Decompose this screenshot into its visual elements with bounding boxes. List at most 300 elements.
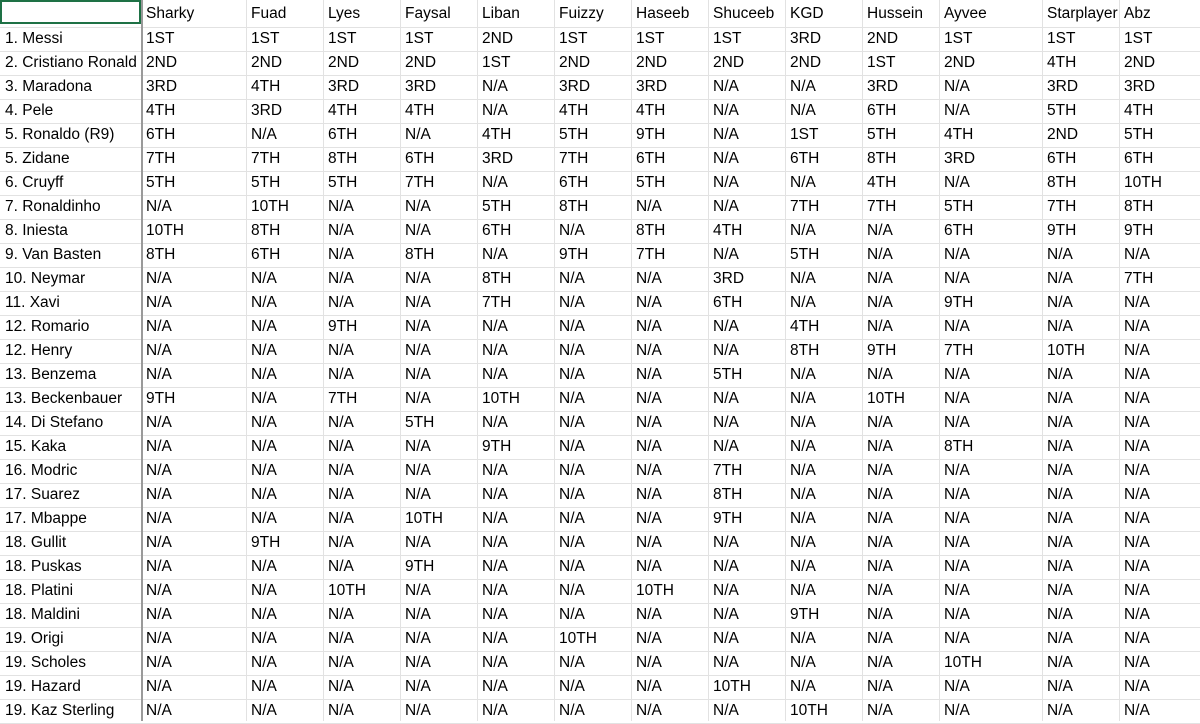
rank-cell[interactable]: 1ST: [559, 30, 588, 47]
rank-cell[interactable]: N/A: [867, 222, 893, 239]
rank-cell[interactable]: N/A: [790, 102, 816, 119]
rank-cell[interactable]: N/A: [251, 702, 277, 719]
rank-cell[interactable]: N/A: [405, 294, 431, 311]
rank-cell[interactable]: N/A: [251, 294, 277, 311]
player-name-cell[interactable]: 13. Beckenbauer: [5, 390, 123, 407]
rank-cell[interactable]: 7TH: [328, 390, 358, 407]
rank-cell[interactable]: N/A: [636, 654, 662, 671]
rank-cell[interactable]: N/A: [636, 414, 662, 431]
rank-cell[interactable]: 9TH: [328, 318, 358, 335]
rank-cell[interactable]: N/A: [944, 534, 970, 551]
rank-cell[interactable]: N/A: [790, 654, 816, 671]
rank-cell[interactable]: 8TH: [559, 198, 589, 215]
rank-cell[interactable]: N/A: [405, 606, 431, 623]
rank-cell[interactable]: N/A: [944, 366, 970, 383]
player-name-cell[interactable]: 16. Modric: [5, 462, 78, 479]
rank-cell[interactable]: N/A: [146, 606, 172, 623]
rank-cell[interactable]: 3RD: [790, 30, 822, 47]
column-header-cell[interactable]: Haseeb: [636, 5, 690, 22]
rank-cell[interactable]: 4TH: [559, 102, 589, 119]
rank-cell[interactable]: N/A: [146, 270, 172, 287]
rank-cell[interactable]: N/A: [405, 390, 431, 407]
rank-cell[interactable]: N/A: [328, 534, 354, 551]
rank-cell[interactable]: 8TH: [867, 150, 897, 167]
rank-cell[interactable]: N/A: [944, 246, 970, 263]
player-name-cell[interactable]: 17. Mbappe: [5, 510, 87, 527]
rank-cell[interactable]: 9TH: [482, 438, 512, 455]
rank-cell[interactable]: N/A: [1047, 246, 1073, 263]
rank-cell[interactable]: N/A: [713, 582, 739, 599]
rank-cell[interactable]: 3RD: [944, 150, 976, 167]
player-name-cell[interactable]: 18. Platini: [5, 582, 74, 599]
rank-cell[interactable]: N/A: [405, 222, 431, 239]
rank-cell[interactable]: N/A: [146, 534, 172, 551]
rank-cell[interactable]: N/A: [328, 198, 354, 215]
rank-cell[interactable]: 5TH: [1047, 102, 1077, 119]
player-name-cell[interactable]: 3. Maradona: [5, 78, 93, 95]
rank-cell[interactable]: 1ST: [1124, 30, 1153, 47]
rank-cell[interactable]: N/A: [559, 270, 585, 287]
rank-cell[interactable]: 4TH: [636, 102, 666, 119]
rank-cell[interactable]: N/A: [559, 318, 585, 335]
rank-cell[interactable]: N/A: [405, 342, 431, 359]
rank-cell[interactable]: 2ND: [482, 30, 514, 47]
column-header-cell[interactable]: Faysal: [405, 5, 451, 22]
rank-cell[interactable]: N/A: [713, 78, 739, 95]
player-name-cell[interactable]: 12. Henry: [5, 342, 73, 359]
rank-cell[interactable]: 10TH: [636, 582, 674, 599]
rank-cell[interactable]: 10TH: [251, 198, 289, 215]
rank-cell[interactable]: N/A: [944, 78, 970, 95]
rank-cell[interactable]: N/A: [251, 606, 277, 623]
rank-cell[interactable]: N/A: [482, 414, 508, 431]
rank-cell[interactable]: 4TH: [867, 174, 897, 191]
rank-cell[interactable]: N/A: [1047, 390, 1073, 407]
rank-cell[interactable]: N/A: [405, 462, 431, 479]
rank-cell[interactable]: N/A: [328, 246, 354, 263]
rank-cell[interactable]: N/A: [146, 582, 172, 599]
rank-cell[interactable]: N/A: [944, 558, 970, 575]
rank-cell[interactable]: 7TH: [790, 198, 820, 215]
rank-cell[interactable]: N/A: [944, 510, 970, 527]
rank-cell[interactable]: 7TH: [944, 342, 974, 359]
rank-cell[interactable]: 9TH: [146, 390, 176, 407]
rank-cell[interactable]: N/A: [790, 582, 816, 599]
rank-cell[interactable]: 6TH: [713, 294, 743, 311]
rank-cell[interactable]: N/A: [790, 414, 816, 431]
rank-cell[interactable]: N/A: [636, 678, 662, 695]
rank-cell[interactable]: N/A: [1047, 318, 1073, 335]
rank-cell[interactable]: N/A: [944, 486, 970, 503]
rank-cell[interactable]: N/A: [251, 390, 277, 407]
rank-cell[interactable]: N/A: [944, 174, 970, 191]
rank-cell[interactable]: N/A: [790, 678, 816, 695]
rank-cell[interactable]: N/A: [251, 318, 277, 335]
rank-cell[interactable]: N/A: [1047, 702, 1073, 719]
rank-cell[interactable]: 2ND: [405, 54, 437, 71]
rank-cell[interactable]: 6TH: [1124, 150, 1154, 167]
rank-cell[interactable]: N/A: [867, 582, 893, 599]
rank-cell[interactable]: N/A: [328, 606, 354, 623]
rank-cell[interactable]: N/A: [146, 486, 172, 503]
rank-cell[interactable]: N/A: [482, 174, 508, 191]
column-header-cell[interactable]: Fuad: [251, 5, 287, 22]
rank-cell[interactable]: 5TH: [944, 198, 974, 215]
rank-cell[interactable]: 3RD: [405, 78, 437, 95]
rank-cell[interactable]: N/A: [713, 198, 739, 215]
rank-cell[interactable]: N/A: [146, 414, 172, 431]
rank-cell[interactable]: N/A: [482, 654, 508, 671]
rank-cell[interactable]: N/A: [713, 246, 739, 263]
rank-cell[interactable]: 3RD: [251, 102, 283, 119]
rank-cell[interactable]: N/A: [790, 534, 816, 551]
rank-cell[interactable]: 10TH: [1124, 174, 1162, 191]
rank-cell[interactable]: N/A: [790, 558, 816, 575]
rank-cell[interactable]: 8TH: [482, 270, 512, 287]
rank-cell[interactable]: 1ST: [790, 126, 819, 143]
rank-cell[interactable]: N/A: [1047, 270, 1073, 287]
rank-cell[interactable]: N/A: [636, 606, 662, 623]
rank-cell[interactable]: N/A: [867, 486, 893, 503]
rank-cell[interactable]: N/A: [1124, 342, 1150, 359]
rank-cell[interactable]: 4TH: [713, 222, 743, 239]
rank-cell[interactable]: 1ST: [1047, 30, 1076, 47]
rank-cell[interactable]: 2ND: [1047, 126, 1079, 143]
rank-cell[interactable]: N/A: [1047, 438, 1073, 455]
rank-cell[interactable]: N/A: [146, 366, 172, 383]
rank-cell[interactable]: N/A: [867, 702, 893, 719]
rank-cell[interactable]: N/A: [1124, 414, 1150, 431]
rank-cell[interactable]: N/A: [146, 438, 172, 455]
rank-cell[interactable]: 6TH: [867, 102, 897, 119]
player-name-cell[interactable]: 5. Zidane: [5, 150, 70, 167]
rank-cell[interactable]: 8TH: [1047, 174, 1077, 191]
rank-cell[interactable]: 4TH: [146, 102, 176, 119]
rank-cell[interactable]: N/A: [328, 678, 354, 695]
rank-cell[interactable]: N/A: [251, 678, 277, 695]
column-header-cell[interactable]: Fuizzy: [559, 5, 604, 22]
player-name-cell[interactable]: 18. Puskas: [5, 558, 82, 575]
rank-cell[interactable]: N/A: [1124, 438, 1150, 455]
rank-cell[interactable]: N/A: [559, 654, 585, 671]
rank-cell[interactable]: N/A: [1124, 702, 1150, 719]
rank-cell[interactable]: N/A: [328, 342, 354, 359]
rank-cell[interactable]: N/A: [944, 702, 970, 719]
rank-cell[interactable]: N/A: [328, 294, 354, 311]
rank-cell[interactable]: 4TH: [1124, 102, 1154, 119]
column-header-cell[interactable]: Ayvee: [944, 5, 987, 22]
rank-cell[interactable]: N/A: [251, 414, 277, 431]
rank-cell[interactable]: N/A: [482, 582, 508, 599]
rank-cell[interactable]: N/A: [713, 414, 739, 431]
rank-cell[interactable]: N/A: [636, 510, 662, 527]
rank-cell[interactable]: N/A: [944, 462, 970, 479]
rank-cell[interactable]: N/A: [482, 558, 508, 575]
rank-cell[interactable]: N/A: [251, 582, 277, 599]
rank-cell[interactable]: N/A: [790, 174, 816, 191]
rank-cell[interactable]: N/A: [713, 630, 739, 647]
column-header-cell[interactable]: Shuceeb: [713, 5, 775, 22]
rank-cell[interactable]: N/A: [328, 702, 354, 719]
rank-cell[interactable]: N/A: [405, 486, 431, 503]
rank-cell[interactable]: N/A: [1124, 654, 1150, 671]
rank-cell[interactable]: N/A: [559, 582, 585, 599]
rank-cell[interactable]: N/A: [713, 438, 739, 455]
rank-cell[interactable]: N/A: [328, 414, 354, 431]
player-name-cell[interactable]: 4. Pele: [5, 102, 54, 119]
rank-cell[interactable]: N/A: [146, 678, 172, 695]
rank-cell[interactable]: 4TH: [944, 126, 974, 143]
rank-cell[interactable]: N/A: [1124, 462, 1150, 479]
rank-cell[interactable]: 7TH: [713, 462, 743, 479]
rank-cell[interactable]: N/A: [1047, 678, 1073, 695]
rank-cell[interactable]: N/A: [405, 678, 431, 695]
rank-cell[interactable]: 1ST: [636, 30, 665, 47]
player-name-cell[interactable]: 10. Neymar: [5, 270, 86, 287]
column-header-cell[interactable]: Liban: [482, 5, 520, 22]
player-name-cell[interactable]: 2. Cristiano Ronald: [5, 54, 137, 71]
rank-cell[interactable]: N/A: [328, 654, 354, 671]
rank-cell[interactable]: N/A: [790, 438, 816, 455]
rank-cell[interactable]: N/A: [559, 558, 585, 575]
rank-cell[interactable]: 3RD: [867, 78, 899, 95]
rank-cell[interactable]: N/A: [559, 678, 585, 695]
rank-cell[interactable]: N/A: [1047, 606, 1073, 623]
rank-cell[interactable]: 9TH: [405, 558, 435, 575]
rank-cell[interactable]: N/A: [790, 222, 816, 239]
rank-cell[interactable]: 5TH: [790, 246, 820, 263]
rank-cell[interactable]: 7TH: [405, 174, 435, 191]
rank-cell[interactable]: N/A: [1124, 366, 1150, 383]
rank-cell[interactable]: N/A: [636, 318, 662, 335]
rank-cell[interactable]: N/A: [713, 102, 739, 119]
rank-cell[interactable]: N/A: [867, 606, 893, 623]
rank-cell[interactable]: 2ND: [559, 54, 591, 71]
rank-cell[interactable]: 6TH: [328, 126, 358, 143]
rank-cell[interactable]: 10TH: [405, 510, 443, 527]
rank-cell[interactable]: 8TH: [713, 486, 743, 503]
rank-cell[interactable]: 8TH: [1124, 198, 1154, 215]
player-name-cell[interactable]: 19. Hazard: [5, 678, 81, 695]
rank-cell[interactable]: N/A: [482, 534, 508, 551]
rank-cell[interactable]: 5TH: [482, 198, 512, 215]
rank-cell[interactable]: N/A: [1124, 630, 1150, 647]
rank-cell[interactable]: N/A: [482, 606, 508, 623]
rank-cell[interactable]: N/A: [482, 630, 508, 647]
rank-cell[interactable]: N/A: [867, 414, 893, 431]
rank-cell[interactable]: N/A: [1047, 462, 1073, 479]
player-name-cell[interactable]: 19. Scholes: [5, 654, 86, 671]
player-name-cell[interactable]: 19. Kaz Sterling: [5, 702, 115, 719]
rank-cell[interactable]: 2ND: [251, 54, 283, 71]
rank-cell[interactable]: 3RD: [1047, 78, 1079, 95]
rank-cell[interactable]: N/A: [790, 630, 816, 647]
rank-cell[interactable]: N/A: [790, 270, 816, 287]
rank-cell[interactable]: 5TH: [146, 174, 176, 191]
rank-cell[interactable]: 4TH: [405, 102, 435, 119]
rank-cell[interactable]: N/A: [328, 438, 354, 455]
rank-cell[interactable]: N/A: [1124, 582, 1150, 599]
rank-cell[interactable]: N/A: [713, 390, 739, 407]
rank-cell[interactable]: 8TH: [146, 246, 176, 263]
rank-cell[interactable]: N/A: [482, 486, 508, 503]
rank-cell[interactable]: N/A: [790, 78, 816, 95]
rank-cell[interactable]: N/A: [559, 462, 585, 479]
player-name-cell[interactable]: 7. Ronaldinho: [5, 198, 101, 215]
rank-cell[interactable]: N/A: [405, 654, 431, 671]
rank-cell[interactable]: N/A: [146, 294, 172, 311]
rank-cell[interactable]: N/A: [405, 126, 431, 143]
rank-cell[interactable]: 6TH: [251, 246, 281, 263]
rank-cell[interactable]: N/A: [636, 366, 662, 383]
rank-cell[interactable]: N/A: [482, 246, 508, 263]
rank-cell[interactable]: N/A: [636, 630, 662, 647]
rank-cell[interactable]: 9TH: [559, 246, 589, 263]
rank-cell[interactable]: 7TH: [251, 150, 281, 167]
rank-cell[interactable]: 8TH: [328, 150, 358, 167]
rank-cell[interactable]: 10TH: [482, 390, 520, 407]
rank-cell[interactable]: N/A: [1047, 486, 1073, 503]
rank-cell[interactable]: N/A: [1047, 582, 1073, 599]
player-name-cell[interactable]: 18. Maldini: [5, 606, 80, 623]
rank-cell[interactable]: N/A: [405, 318, 431, 335]
rank-cell[interactable]: 10TH: [559, 630, 597, 647]
rank-cell[interactable]: N/A: [559, 486, 585, 503]
rank-cell[interactable]: N/A: [559, 606, 585, 623]
rank-cell[interactable]: N/A: [405, 270, 431, 287]
player-name-cell[interactable]: 9. Van Basten: [5, 246, 102, 263]
rank-cell[interactable]: N/A: [867, 438, 893, 455]
rank-cell[interactable]: 1ST: [713, 30, 742, 47]
rank-cell[interactable]: N/A: [559, 702, 585, 719]
player-name-cell[interactable]: 8. Iniesta: [5, 222, 68, 239]
rank-cell[interactable]: N/A: [867, 678, 893, 695]
rank-cell[interactable]: N/A: [1047, 654, 1073, 671]
selected-cell[interactable]: [0, 0, 141, 24]
rank-cell[interactable]: N/A: [867, 366, 893, 383]
rank-cell[interactable]: N/A: [867, 246, 893, 263]
rank-cell[interactable]: 2ND: [867, 30, 899, 47]
rank-cell[interactable]: N/A: [713, 702, 739, 719]
rank-cell[interactable]: N/A: [482, 366, 508, 383]
rank-cell[interactable]: N/A: [251, 462, 277, 479]
rank-cell[interactable]: N/A: [482, 102, 508, 119]
rank-cell[interactable]: N/A: [944, 606, 970, 623]
player-name-cell[interactable]: 1. Messi: [5, 30, 63, 47]
rank-cell[interactable]: 8TH: [636, 222, 666, 239]
rank-cell[interactable]: 9TH: [790, 606, 820, 623]
rank-cell[interactable]: 9TH: [713, 510, 743, 527]
rank-cell[interactable]: N/A: [146, 342, 172, 359]
rank-cell[interactable]: N/A: [867, 654, 893, 671]
rank-cell[interactable]: 1ST: [482, 54, 511, 71]
rank-cell[interactable]: 9TH: [867, 342, 897, 359]
rank-cell[interactable]: 4TH: [1047, 54, 1077, 71]
rank-cell[interactable]: N/A: [713, 606, 739, 623]
rank-cell[interactable]: N/A: [1047, 630, 1073, 647]
rank-cell[interactable]: N/A: [636, 390, 662, 407]
rank-cell[interactable]: 9TH: [1047, 222, 1077, 239]
rank-cell[interactable]: N/A: [482, 78, 508, 95]
rank-cell[interactable]: 6TH: [559, 174, 589, 191]
rank-cell[interactable]: N/A: [405, 630, 431, 647]
rank-cell[interactable]: 5TH: [328, 174, 358, 191]
rank-cell[interactable]: 5TH: [636, 174, 666, 191]
rank-cell[interactable]: 2ND: [146, 54, 178, 71]
rank-cell[interactable]: 3RD: [146, 78, 178, 95]
rank-cell[interactable]: 1ST: [251, 30, 280, 47]
rank-cell[interactable]: 1ST: [328, 30, 357, 47]
rank-cell[interactable]: N/A: [944, 270, 970, 287]
rank-cell[interactable]: N/A: [405, 366, 431, 383]
rank-cell[interactable]: N/A: [944, 414, 970, 431]
rank-cell[interactable]: 2ND: [636, 54, 668, 71]
column-header-cell[interactable]: KGD: [790, 5, 824, 22]
rank-cell[interactable]: N/A: [713, 174, 739, 191]
player-name-cell[interactable]: 13. Benzema: [5, 366, 97, 383]
rank-cell[interactable]: N/A: [328, 270, 354, 287]
rank-cell[interactable]: 3RD: [713, 270, 745, 287]
rank-cell[interactable]: N/A: [559, 294, 585, 311]
rank-cell[interactable]: N/A: [251, 342, 277, 359]
rank-cell[interactable]: N/A: [944, 390, 970, 407]
rank-cell[interactable]: N/A: [146, 510, 172, 527]
player-name-cell[interactable]: 6. Cruyff: [5, 174, 64, 191]
rank-cell[interactable]: 3RD: [328, 78, 360, 95]
rank-cell[interactable]: N/A: [146, 558, 172, 575]
rank-cell[interactable]: 7TH: [1124, 270, 1154, 287]
rank-cell[interactable]: 5TH: [867, 126, 897, 143]
rank-cell[interactable]: N/A: [636, 486, 662, 503]
rank-cell[interactable]: N/A: [867, 294, 893, 311]
rank-cell[interactable]: N/A: [559, 414, 585, 431]
player-name-cell[interactable]: 14. Di Stefano: [5, 414, 104, 431]
rank-cell[interactable]: N/A: [944, 102, 970, 119]
player-name-cell[interactable]: 12. Romario: [5, 318, 90, 335]
rank-cell[interactable]: N/A: [405, 198, 431, 215]
rank-cell[interactable]: N/A: [328, 630, 354, 647]
player-name-cell[interactable]: 17. Suarez: [5, 486, 80, 503]
rank-cell[interactable]: N/A: [328, 486, 354, 503]
rank-cell[interactable]: N/A: [1124, 678, 1150, 695]
rank-cell[interactable]: N/A: [251, 486, 277, 503]
rank-cell[interactable]: N/A: [482, 462, 508, 479]
rank-cell[interactable]: 7TH: [559, 150, 589, 167]
rank-cell[interactable]: 7TH: [867, 198, 897, 215]
rank-cell[interactable]: 4TH: [251, 78, 281, 95]
rank-cell[interactable]: N/A: [790, 366, 816, 383]
rank-cell[interactable]: N/A: [328, 222, 354, 239]
rank-cell[interactable]: 5TH: [251, 174, 281, 191]
rank-cell[interactable]: N/A: [251, 126, 277, 143]
rank-cell[interactable]: 3RD: [1124, 78, 1156, 95]
rank-cell[interactable]: N/A: [559, 438, 585, 455]
rank-cell[interactable]: N/A: [944, 318, 970, 335]
rank-cell[interactable]: N/A: [1047, 510, 1073, 527]
rank-cell[interactable]: N/A: [328, 558, 354, 575]
rank-cell[interactable]: 10TH: [944, 654, 982, 671]
rank-cell[interactable]: N/A: [867, 534, 893, 551]
rank-cell[interactable]: N/A: [636, 342, 662, 359]
player-name-cell[interactable]: 15. Kaka: [5, 438, 67, 455]
rank-cell[interactable]: 4TH: [482, 126, 512, 143]
rank-cell[interactable]: 6TH: [482, 222, 512, 239]
rank-cell[interactable]: N/A: [713, 318, 739, 335]
rank-cell[interactable]: N/A: [1124, 318, 1150, 335]
rank-cell[interactable]: 2ND: [1124, 54, 1156, 71]
column-header-cell[interactable]: Sharky: [146, 5, 195, 22]
rank-cell[interactable]: N/A: [1047, 414, 1073, 431]
